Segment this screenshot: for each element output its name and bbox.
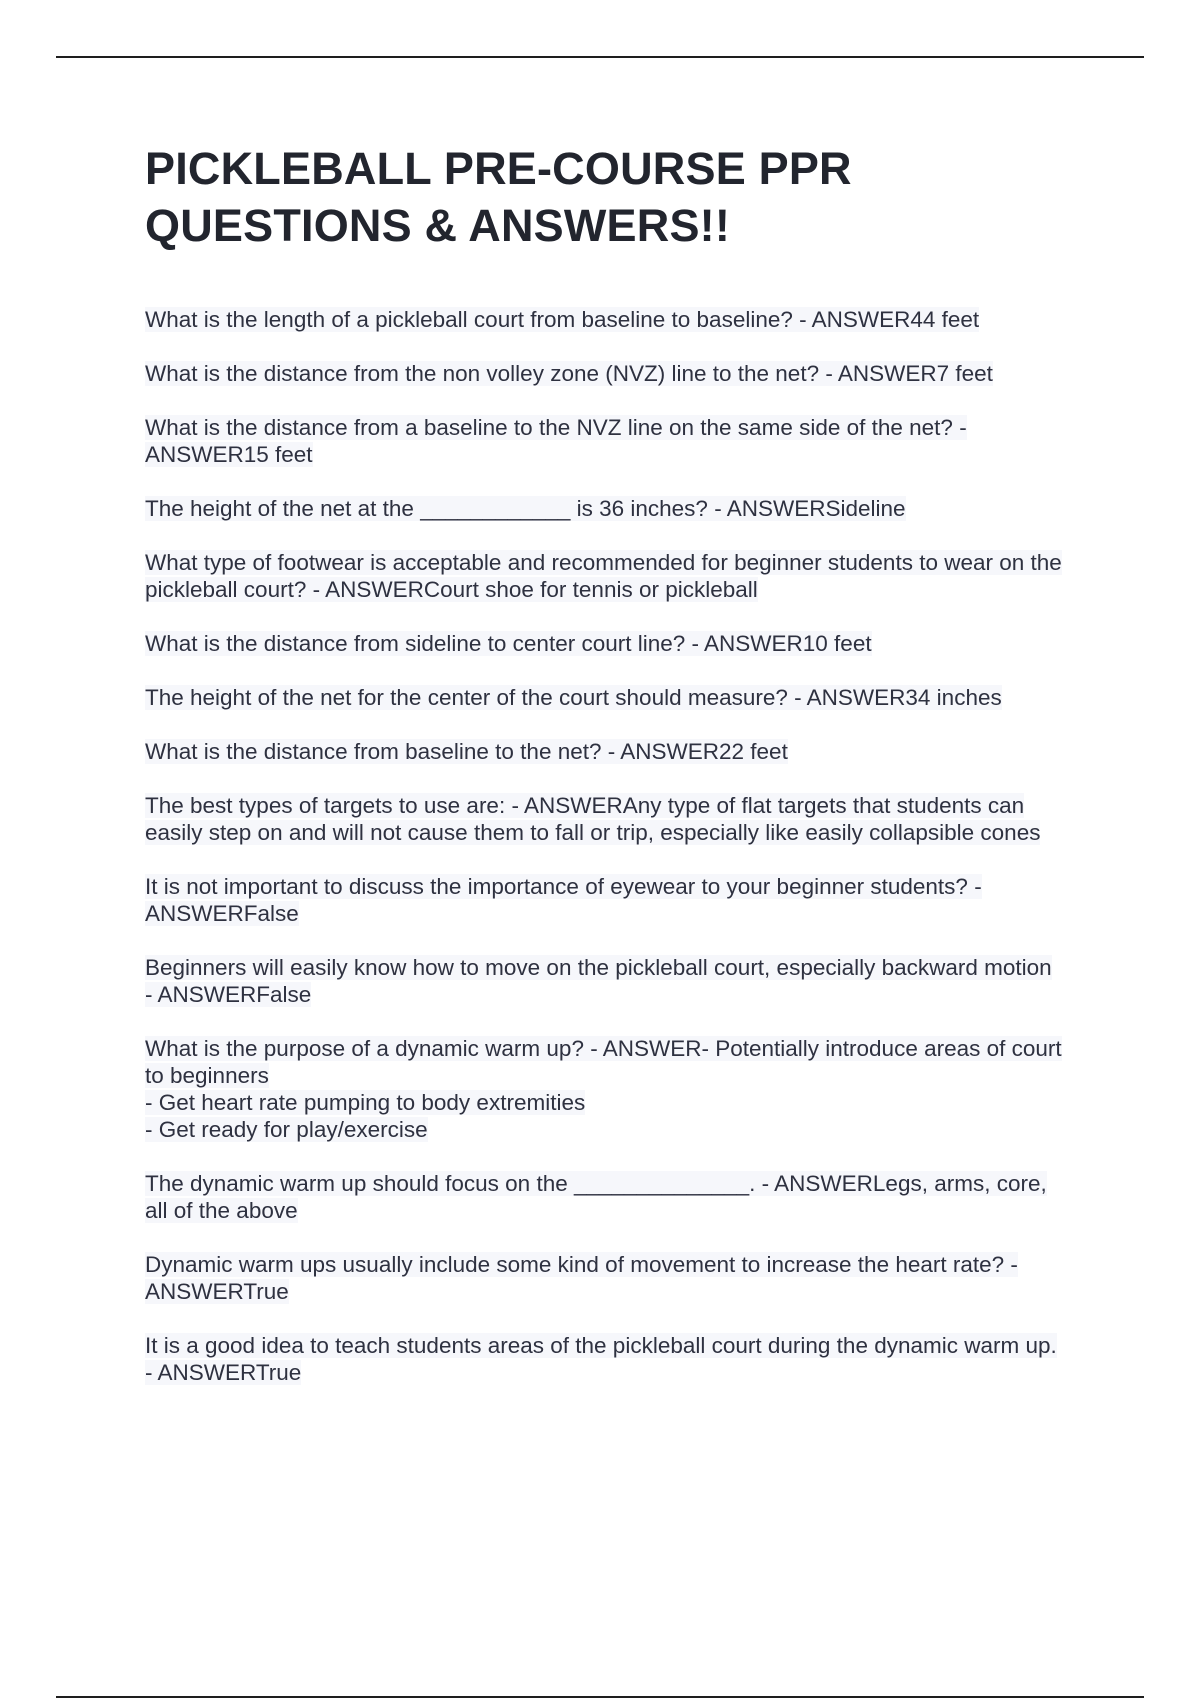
qa-text: The height of the net at the ____________ is 36 inches? - ANSWERSideline: [145, 496, 906, 521]
qa-item: [145, 630, 1065, 657]
qa-text: Dynamic warm ups usually include some kind of movement to increase the heart rate? - ANSWERTrue: [145, 1252, 1018, 1304]
qa-item: [145, 792, 1065, 846]
qa-item: [145, 495, 1065, 522]
qa-item: [145, 360, 1065, 387]
qa-item: [145, 306, 1065, 333]
qa-text: The height of the net for the center of the court should measure? - ANSWER34 inches: [145, 685, 1002, 710]
qa-item: [145, 954, 1065, 1008]
qa-text: What is the purpose of a dynamic warm up? - ANSWER- Potentially introduce areas of court to beginners: [145, 1036, 1062, 1088]
qa-text: What is the distance from the non volley zone (NVZ) line to the net? - ANSWER7 feet: [145, 361, 993, 386]
qa-bullet: [145, 1089, 1065, 1116]
qa-text: What is the distance from a baseline to the NVZ line on the same side of the net? - ANSWER15 feet: [145, 415, 967, 467]
qa-bullet-text: - Get ready for play/exercise: [145, 1117, 428, 1142]
qa-text: Beginners will easily know how to move on the pickleball court, especially backward motion - ANSWERFalse: [145, 955, 1052, 1007]
qa-item: [145, 414, 1065, 468]
document-title: [145, 140, 1065, 254]
bottom-rule: [56, 1696, 1144, 1698]
title-line-2: QUESTIONS & ANSWERS!!: [145, 200, 731, 251]
qa-item: [145, 1035, 1065, 1143]
document-body: [145, 140, 1065, 1413]
title-line-1: PICKLEBALL PRE-COURSE PPR: [145, 143, 852, 194]
qa-item: [145, 684, 1065, 711]
qa-text: It is a good idea to teach students areas of the pickleball court during the dynamic warm up. - ANSWERTrue: [145, 1333, 1057, 1385]
qa-item: [145, 873, 1065, 927]
qa-text: What is the length of a pickleball court from baseline to baseline? - ANSWER44 feet: [145, 307, 980, 332]
qa-item: [145, 738, 1065, 765]
qa-item: [145, 1251, 1065, 1305]
qa-text: What type of footwear is acceptable and recommended for beginner students to wear on the pickleball court? - ANSWERCourt shoe for tennis or pickleball: [145, 550, 1062, 602]
qa-text: The best types of targets to use are: - ANSWERAny type of flat targets that students can easily step on and will not cause them to fall or trip, especially like easily collapsible cones: [145, 793, 1041, 845]
qa-item: [145, 549, 1065, 603]
qa-text: It is not important to discuss the importance of eyewear to your beginner students? - ANSWERFalse: [145, 874, 982, 926]
qa-item: [145, 1170, 1065, 1224]
qa-text: What is the distance from baseline to the net? - ANSWER22 feet: [145, 739, 788, 764]
top-rule: [56, 56, 1144, 58]
qa-text: What is the distance from sideline to center court line? - ANSWER10 feet: [145, 631, 872, 656]
qa-text: The dynamic warm up should focus on the ______________. - ANSWERLegs, arms, core, all of the above: [145, 1171, 1047, 1223]
qa-bullet-text: - Get heart rate pumping to body extremities: [145, 1090, 586, 1115]
qa-bullet: [145, 1116, 1065, 1143]
qa-item: [145, 1332, 1065, 1386]
